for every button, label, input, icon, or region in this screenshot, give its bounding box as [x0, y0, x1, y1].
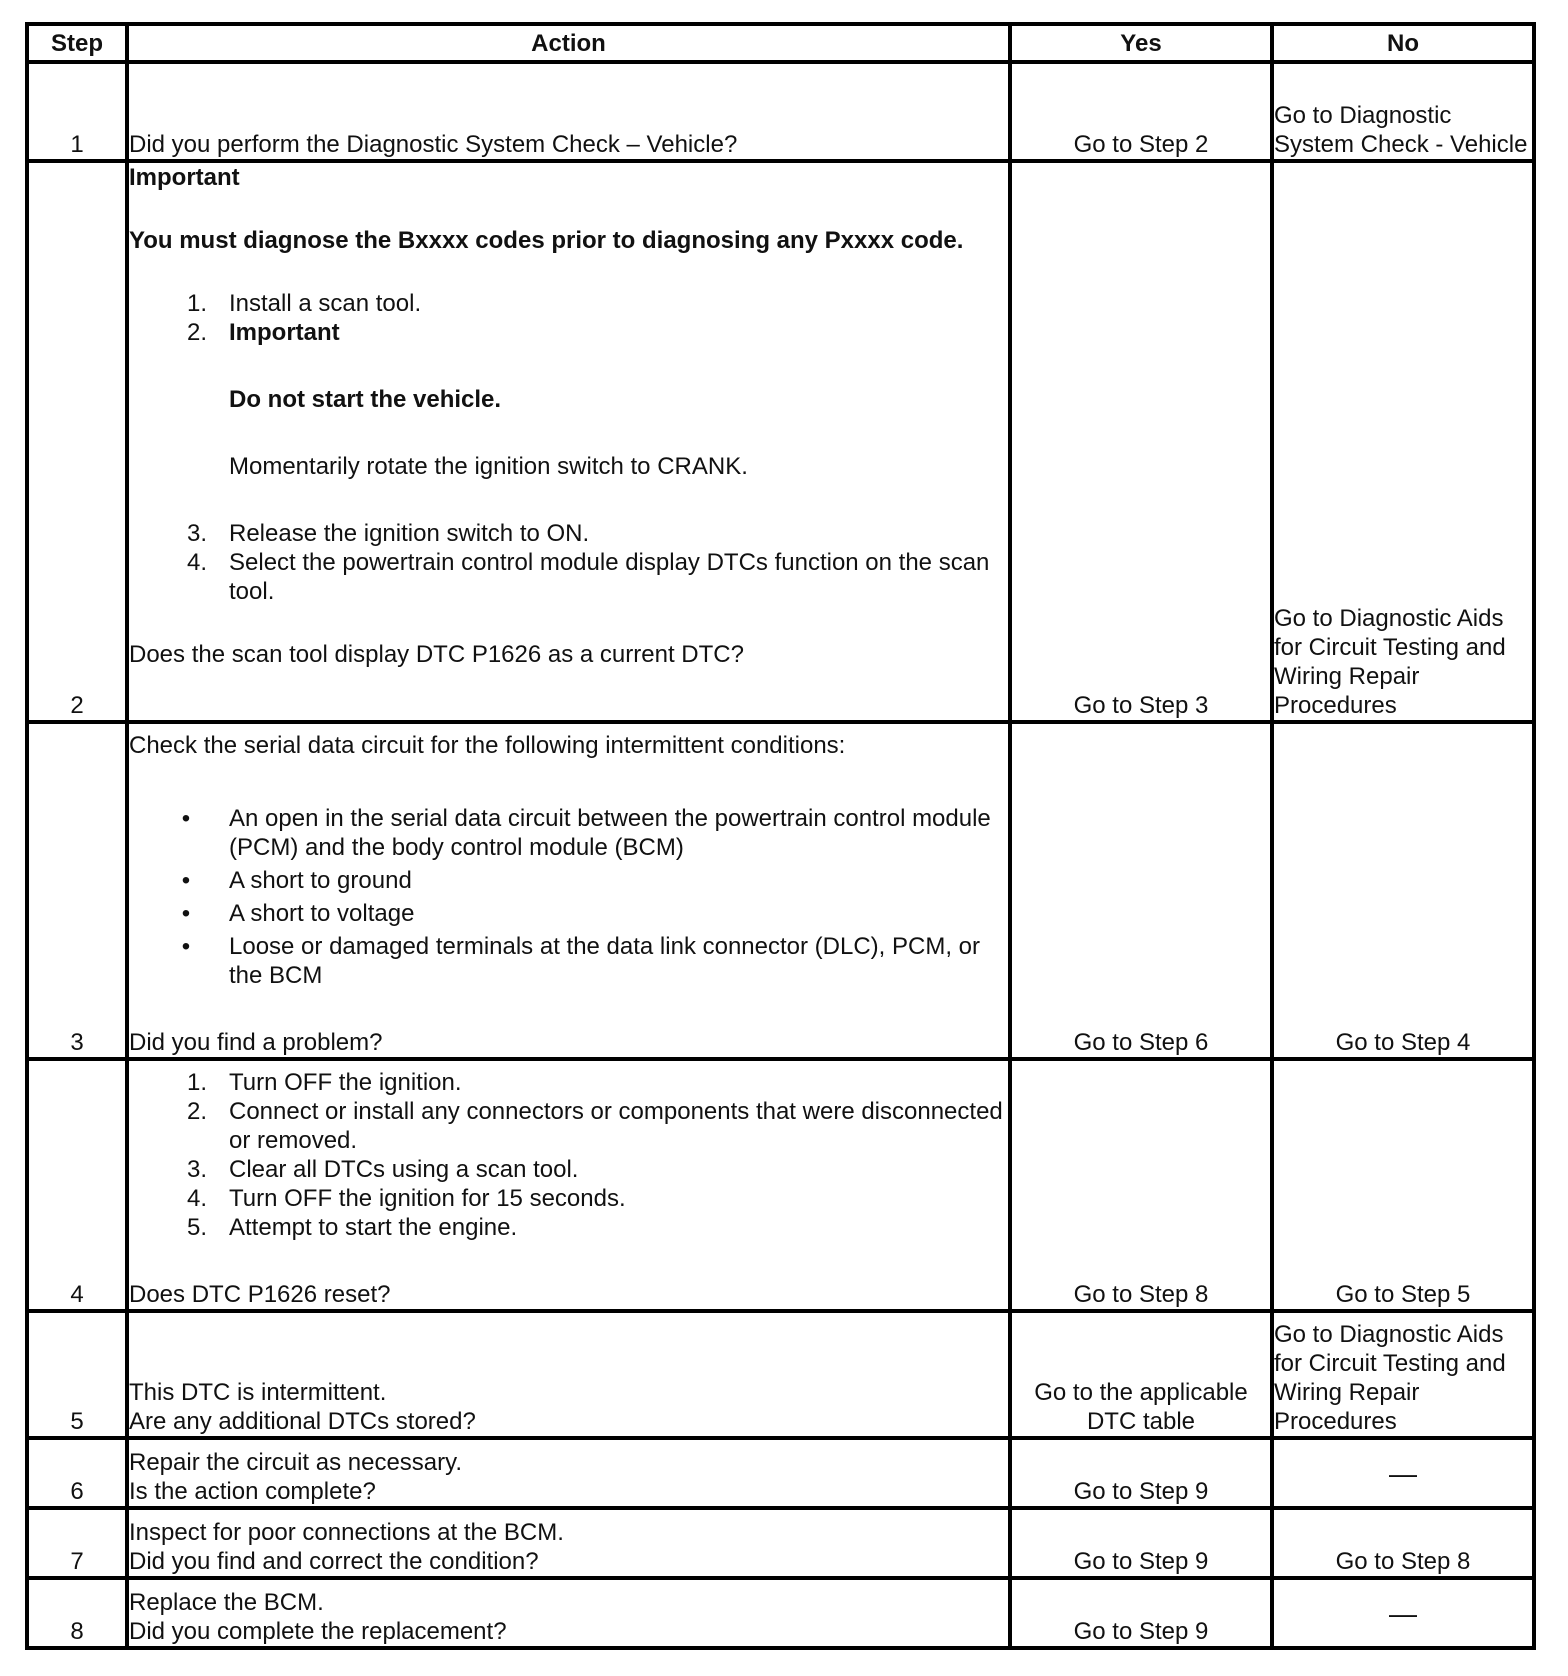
action-question: Does DTC P1626 reset? [129, 1281, 391, 1308]
action-cell [127, 161, 1010, 722]
list-number: 4. [186, 1185, 207, 1212]
action-question: Did you complete the replacement? [129, 1618, 507, 1645]
bullet-list [129, 804, 1008, 990]
action-cell [127, 1438, 1010, 1508]
no-cell: Go to Diagnostic Aids for Circuit Testing and Wiring Repair Procedures [1272, 161, 1534, 722]
bullet-icon: • [181, 867, 191, 894]
no-cell: Go to Step 4 [1272, 722, 1534, 1059]
yes-cell: Go to the applicable DTC table [1010, 1311, 1272, 1438]
action-cell [127, 1578, 1010, 1648]
list-item [129, 1184, 1008, 1213]
no-cell: Go to Step 5 [1272, 1059, 1534, 1311]
list-text: Install a scan tool. [229, 290, 422, 317]
header-action: Action [127, 24, 1010, 62]
list-text: Select the powertrain control module display DTCs function on the scan tool. [229, 549, 990, 605]
yes-cell: Go to Step 8 [1010, 1059, 1272, 1311]
list-number: 1. [186, 1069, 207, 1096]
list-text: A short to ground [229, 867, 412, 894]
list-text: A short to voltage [229, 900, 415, 927]
list-item [129, 932, 1008, 990]
list-item [129, 1068, 1008, 1097]
step-number: 2 [27, 161, 127, 722]
list-text: Momentarily rotate the ignition switch to CRANK. [229, 453, 748, 480]
step-number: 7 [27, 1508, 127, 1578]
header-step: Step [27, 24, 127, 62]
diagnostic-table [25, 22, 1536, 1650]
step-number: 1 [27, 62, 127, 161]
yes-cell: Go to Step 9 [1010, 1578, 1272, 1648]
list-item [129, 1213, 1008, 1242]
important-note: Do not start the vehicle. [229, 386, 502, 413]
step-number: 6 [27, 1438, 127, 1508]
table-row [27, 62, 1534, 161]
yes-cell: Go to Step 3 [1010, 161, 1272, 722]
list-text: Loose or damaged terminals at the data link connector (DLC), PCM, or the BCM [229, 933, 981, 989]
list-text: Turn OFF the ignition. [229, 1069, 462, 1096]
list-text: An open in the serial data circuit between the powertrain control module (PCM) and the body control module (BCM) [229, 805, 991, 861]
no-cell: Go to Diagnostic System Check - Vehicle [1272, 62, 1534, 161]
table-row [27, 1438, 1534, 1508]
important-heading: Important [129, 164, 240, 191]
list-item [129, 899, 1008, 928]
numbered-list [129, 289, 1008, 606]
no-cell: Go to Step 8 [1272, 1508, 1534, 1578]
list-number: 2. [186, 319, 207, 346]
list-number: 1. [186, 290, 207, 317]
action-cell [127, 1508, 1010, 1578]
action-question: Did you perform the Diagnostic System Check – Vehicle? [129, 131, 738, 158]
yes-cell: Go to Step 6 [1010, 722, 1272, 1059]
numbered-list [129, 1068, 1008, 1242]
action-question: Did you find and correct the condition? [129, 1548, 539, 1575]
header-no: No [1272, 24, 1534, 62]
important-text: You must diagnose the Bxxxx codes prior to diagnosing any Pxxxx code. [129, 227, 964, 254]
action-cell [127, 1311, 1010, 1438]
header-yes: Yes [1010, 24, 1272, 62]
list-text: Connect or install any connectors or components that were disconnected or removed. [229, 1098, 1003, 1154]
list-text: Turn OFF the ignition for 15 seconds. [229, 1185, 626, 1212]
list-number: 5. [186, 1214, 207, 1241]
action-question: Is the action complete? [129, 1478, 376, 1505]
list-number: 2. [186, 1098, 207, 1125]
list-item [129, 804, 1008, 862]
yes-cell: Go to Step 9 [1010, 1508, 1272, 1578]
list-item [129, 1097, 1008, 1155]
bullet-icon: • [181, 933, 191, 960]
list-text: Release the ignition switch to ON. [229, 520, 590, 547]
no-cell: Go to Diagnostic Aids for Circuit Testing and Wiring Repair Procedures [1272, 1311, 1534, 1438]
bullet-icon: • [181, 900, 191, 927]
yes-cell: Go to Step 2 [1010, 62, 1272, 161]
list-item [129, 866, 1008, 895]
action-line: Replace the BCM. [129, 1589, 324, 1616]
list-number: 3. [186, 520, 207, 547]
no-cell: — [1272, 1578, 1534, 1648]
table-row [27, 722, 1534, 1059]
no-cell: — [1272, 1438, 1534, 1508]
yes-cell: Go to Step 9 [1010, 1438, 1272, 1508]
list-text: Clear all DTCs using a scan tool. [229, 1156, 579, 1183]
action-cell [127, 722, 1010, 1059]
list-item [129, 519, 1008, 548]
table-row [27, 1311, 1534, 1438]
important-heading: Important [229, 319, 340, 346]
action-line: Inspect for poor connections at the BCM. [129, 1519, 564, 1546]
action-cell [127, 62, 1010, 161]
list-item [129, 289, 1008, 318]
action-question: Did you find a problem? [129, 1029, 383, 1056]
action-cell [127, 1059, 1010, 1311]
list-text: Attempt to start the engine. [229, 1214, 518, 1241]
action-line: Repair the circuit as necessary. [129, 1449, 463, 1476]
list-number: 4. [186, 549, 207, 576]
table-row [27, 161, 1534, 722]
step-number: 5 [27, 1311, 127, 1438]
list-item [129, 1155, 1008, 1184]
table-row [27, 1059, 1534, 1311]
bullet-icon: • [181, 805, 191, 832]
step-number: 8 [27, 1578, 127, 1648]
table-row [27, 1578, 1534, 1648]
list-item [129, 548, 1008, 606]
step-number: 3 [27, 722, 127, 1059]
action-question: Does the scan tool display DTC P1626 as a current DTC? [129, 641, 744, 668]
table-row [27, 1508, 1534, 1578]
action-intro: Check the serial data circuit for the following intermittent conditions: [129, 732, 846, 759]
action-line: This DTC is intermittent. [129, 1379, 387, 1406]
list-item [129, 318, 1008, 519]
action-question: Are any additional DTCs stored? [129, 1408, 476, 1435]
header-row [27, 24, 1534, 62]
step-number: 4 [27, 1059, 127, 1311]
list-number: 3. [186, 1156, 207, 1183]
